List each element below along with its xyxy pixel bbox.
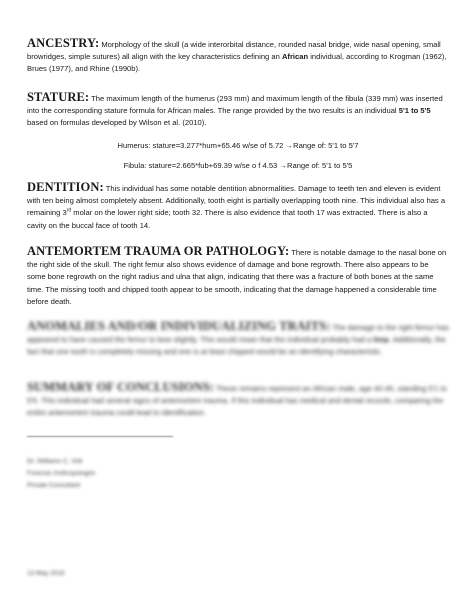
stature-text-1: The maximum length of the humerus (293 mm) and maximum length of the fibula (339 mm) was inserted into the corresponding stature formula for African males. The range provided by the two results is an individual bbox=[27, 94, 443, 116]
signature-name: Dr. Williams C. Volt bbox=[27, 458, 83, 465]
trauma-section bbox=[27, 245, 449, 308]
humerus-formula: Humerus: stature=3.277*hum+65.46 w/se of 5.72 →Range of: 5'1 to 5'7 bbox=[117, 141, 359, 150]
fibula-formula: Fibula: stature=2.665*fub+69.39 w/se o f 4.53 →Range of: 5'1 to 5'5 bbox=[123, 161, 353, 170]
signature-date: 13 May 2016 bbox=[27, 570, 65, 577]
dentition-section bbox=[27, 181, 449, 232]
dentition-heading: DENTITION: bbox=[27, 180, 104, 194]
ancestry-text-1: Morphology of the skull (a wide interorbital distance, rounded nasal bridge, wide nasal opening, small browridges, simple sutures) all align with the key characteristics defining an bbox=[27, 40, 441, 62]
stature-section bbox=[27, 91, 449, 130]
signature-line bbox=[27, 436, 173, 437]
summary-heading: SUMMARY OF CONCLUSIONS: bbox=[27, 380, 215, 394]
dentition-sup: rd bbox=[66, 207, 72, 214]
dentition-text-2: molar on the lower right side; tooth 32. There is also evidence that tooth 17 was extracted. There is also a cavity on the buccal face of tooth 14. bbox=[27, 208, 428, 230]
summary-section bbox=[27, 381, 449, 420]
dentition-text-1: This individual has some notable dentition abnormalities. Damage to teeth ten and eleven is evident with ten being almost completely absent. Additionally, tooth eight is partially overlapping tooth nine. This individual also has a remaining 3 bbox=[27, 184, 446, 218]
anomalies-section bbox=[27, 320, 449, 359]
signature-org: Private Consultant bbox=[27, 482, 81, 489]
anomalies-bold: limp bbox=[373, 335, 389, 345]
trauma-heading: ANTEMORTEM TRAUMA OR PATHOLOGY: bbox=[27, 244, 290, 258]
trauma-text: There is notable damage to the nasal bone on the right side of the skull. The right femur also shows evidence of damage and bone regrowth. There also appears to be some bone regrowth on the right radius and ulna that align, indicating that there was a fracture of both bones at the same time. The missing tooth and chipped tooth appear to be smooth, indicating that the damage happened a considerable time before death. bbox=[27, 248, 447, 306]
stature-heading: STATURE: bbox=[27, 90, 90, 104]
stature-text-2: based on formulas developed by Wilson et al. (2010). bbox=[27, 118, 207, 128]
summary-text: These remains represent an African male, age 40-45, standing 5'1 to 5'5. This individual had several signs of antemortem trauma. If this individual has medical and dental records, comparing the entire antemortem trauma could lead to identification. bbox=[27, 384, 447, 418]
ancestry-heading: ANCESTRY: bbox=[27, 36, 100, 50]
anomalies-heading: ANOMALIES AND/OR INDIVIDUALIZING TRAITS: bbox=[27, 319, 331, 333]
ancestry-section bbox=[27, 37, 449, 76]
anomalies-text-1: The damage to the right femur has appeared to have caused the femur to bow slightly. This would mean that the individual probably had a bbox=[27, 323, 449, 345]
stature-bold: 5'1 to 5'5 bbox=[398, 106, 431, 116]
ancestry-bold: African bbox=[281, 52, 309, 62]
anomalies-text-2: . Additionally, the fact that one tooth is completely missing and one is at least chipped would be an identifying characteristic. bbox=[27, 335, 446, 357]
signature-title: Forensic Anthropologist bbox=[27, 470, 95, 477]
ancestry-text-2: individual, according to Krogman (1962), Brues (1977), and Rhine (1990b). bbox=[27, 52, 447, 74]
